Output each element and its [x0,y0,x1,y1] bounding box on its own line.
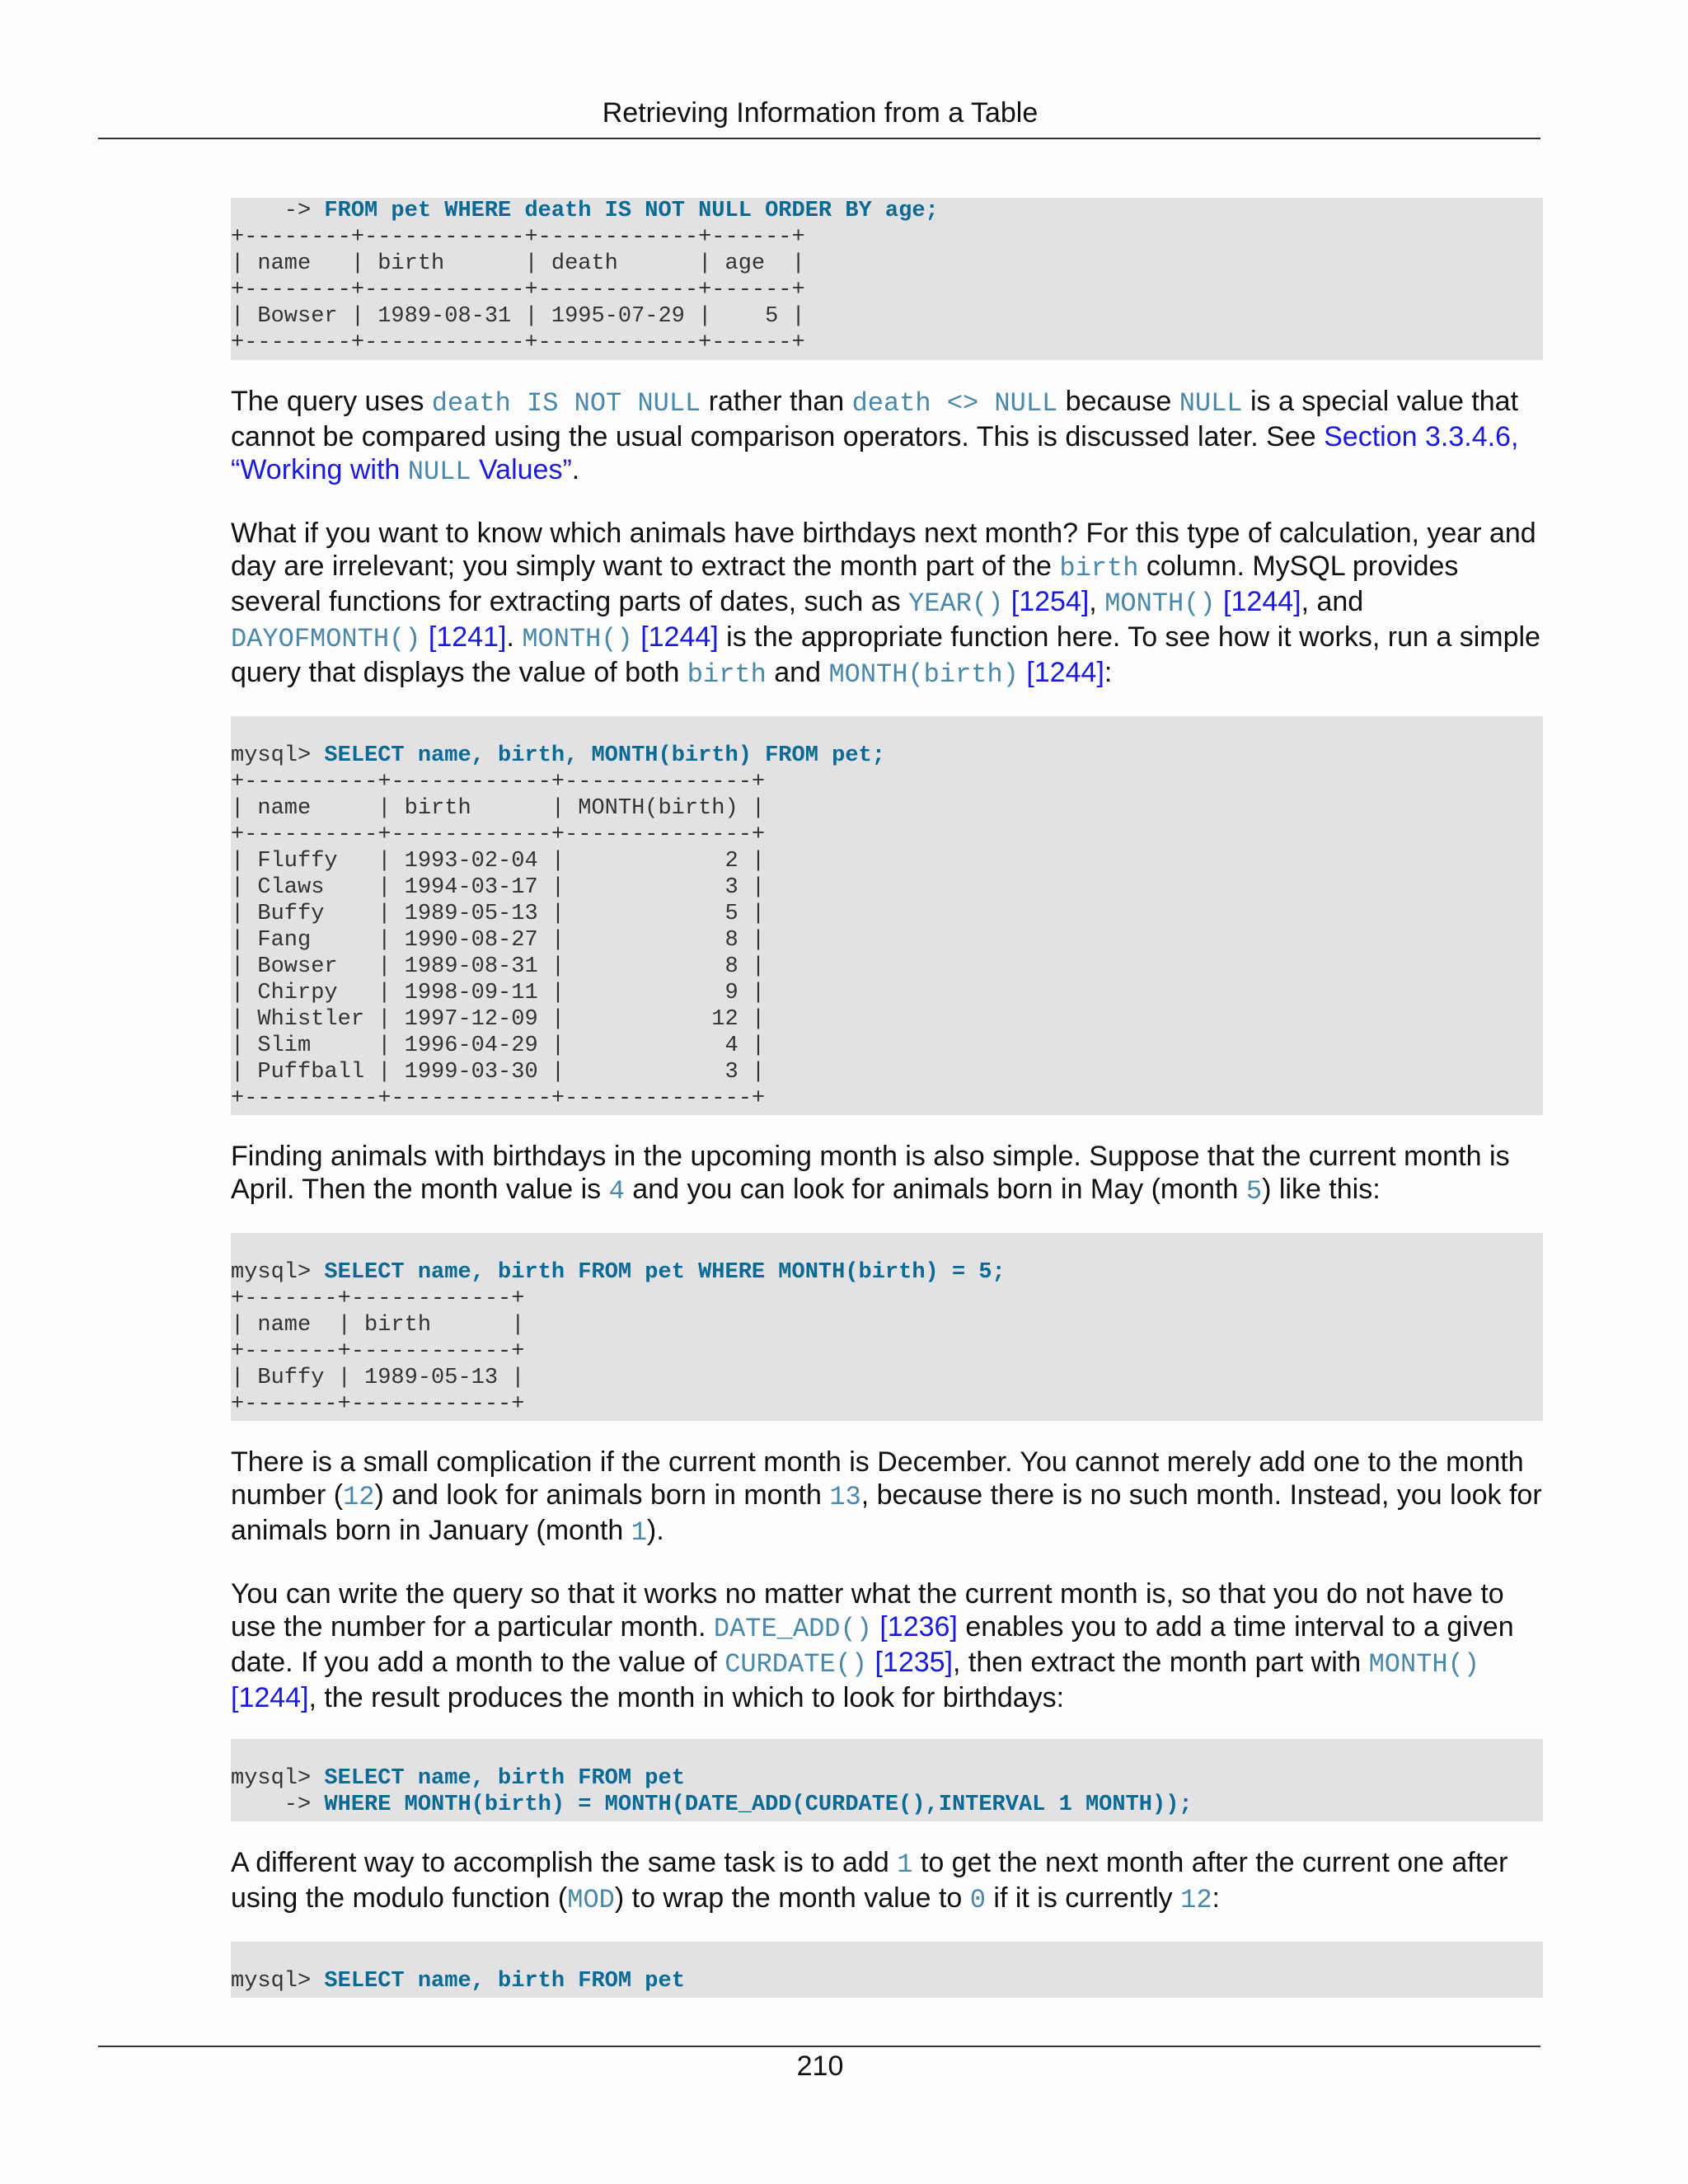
code-line [231,304,805,329]
code-prompt: | Fluffy | 1993-02-04 | 2 | [231,849,766,874]
running-header: Retrieving Information from a Table [602,97,1039,129]
text: rather than [701,386,852,417]
text: enables you to add a time interval to a given date. If you add a month to the value of [231,1611,1514,1678]
code-block-death-query [231,198,1543,360]
text: What if you want to know which animals have birthdays next month? For this type of calculation, year and day are irrelevant; you simply want to extract the month part of the [231,518,1536,582]
inline-code: NULL [1179,388,1243,419]
code-prompt: -> [231,199,325,223]
inline-code: birth [687,659,767,690]
code-line [231,981,765,1005]
code-prompt: | Slim | 1996-04-29 | 4 | [231,1033,766,1058]
text: , because there is no such month. Instead, you look for animals born in January (month [231,1479,1542,1546]
text: and you can look for animals born in May (month [624,1174,1246,1205]
code-prompt: | Puffball | 1999-03-30 | 3 | [231,1060,766,1085]
code-prompt: | Bowser | 1989-08-31 | 8 | [231,954,766,979]
footer-rule [98,2046,1540,2047]
code-line [231,1766,685,1791]
code-line [231,770,765,794]
code-prompt: +----------+------------+--------------+ [231,770,766,794]
page-ref-link[interactable]: [1244] [231,1682,309,1713]
code-line [231,875,765,900]
text: , and [1301,586,1364,617]
code-command: WHERE MONTH(birth) = MONTH(DATE_ADD(CURDATE(),INTERVAL 1 MONTH)); [324,1793,1193,1817]
page-number: 210 [796,2050,844,2082]
paragraph-modulo [231,1846,1543,1917]
code-prompt: +--------+------------+------------+------+ [231,330,805,355]
code-prompt: +-------+------------+ [231,1392,525,1417]
code-line [231,823,765,847]
text: : [1104,657,1113,688]
code-line [231,796,765,821]
code-prompt: | name | birth | [231,1313,525,1338]
text: because [1057,386,1179,417]
code-line [231,1793,1193,1817]
code-prompt: | Whistler | 1997-12-09 | 12 | [231,1007,766,1032]
code-prompt: +----------+------------+--------------+ [231,1086,766,1111]
text: is the appropriate function here. To see how it works, run a simple query that displays the value of both [231,621,1540,688]
text: and [766,657,829,688]
inline-code: 0 [969,1885,986,1915]
text: is a special value that cannot be compared using the usual comparison operators. This is discussed later. See [231,386,1519,452]
code-prompt: mysql> [231,1969,325,1994]
text: , the result produces the month in which to look for birthdays: [308,1682,1065,1713]
code-line [231,1339,524,1364]
inline-code: 1 [897,1849,913,1880]
page-ref-link[interactable]: [1235] [867,1647,953,1678]
paragraph-date-add [231,1577,1543,1714]
inline-code: 13 [829,1482,861,1512]
text: to get the next month after the current one after using the modulo function ( [231,1847,1508,1914]
header-rule [98,138,1540,139]
code-prompt: | Buffy | 1989-05-13 | [231,1366,525,1390]
text: ) to wrap the month value to [614,1882,970,1914]
paragraph-december-complication [231,1446,1543,1549]
text: You can write the query so that it works no matter what the current month is, so that you do not have to use the number for a particular month. [231,1578,1504,1643]
page-ref-link[interactable]: [1244] [1018,657,1104,688]
code-line [231,1007,765,1032]
text: if it is currently [985,1882,1181,1914]
code-prompt: mysql> [231,1260,325,1285]
code-block-may-query [231,1233,1543,1421]
inline-code: CURDATE() [724,1649,868,1680]
code-prompt: +--------+------------+------------+------+ [231,278,805,302]
code-prompt: -> [231,1793,325,1817]
code-prompt: +-------+------------+ [231,1286,525,1311]
inline-code: death <> NULL [851,388,1058,419]
code-line [231,902,765,926]
inline-code: DAYOFMONTH() [231,624,421,654]
code-line [231,1260,1006,1285]
inline-code: death IS NOT NULL [431,388,701,419]
code-prompt: | Chirpy | 1998-09-11 | 9 | [231,981,766,1005]
text: : [1212,1882,1220,1914]
text: The query uses [231,386,432,417]
text: Finding animals with birthdays in the upcoming month is also simple. Suppose that the current month is April. Then the month value is [231,1141,1510,1205]
code-line [231,1366,524,1390]
page-ref-link[interactable]: [1254] [1003,586,1090,617]
code-line [231,1969,685,1994]
code-line [231,251,805,276]
inline-code: MONTH(birth) [828,659,1019,690]
page-content [231,198,1543,1998]
inline-code: 12 [343,1482,375,1512]
text: column. MySQL provides several functions for extracting parts of dates, such as [231,551,1459,617]
inline-code: 5 [1245,1176,1263,1207]
code-prompt: | name | birth | MONTH(birth) | [231,796,766,821]
code-command: SELECT name, birth FROM pet WHERE MONTH(birth) = 5; [324,1260,1006,1285]
inline-code: MONTH() [522,624,633,654]
code-prompt: | name | birth | death | age | [231,251,805,276]
code-line [231,743,885,768]
code-line [231,330,805,355]
text: . [571,454,580,485]
inline-code: MONTH() [1104,588,1216,619]
text: ) like this: [1262,1174,1381,1205]
code-line [231,1286,524,1311]
page-ref-link[interactable]: [1244] [632,621,719,653]
page-ref-link[interactable]: [1241] [420,621,507,653]
code-line [231,954,765,979]
code-prompt: | Claws | 1994-03-17 | 3 | [231,875,766,900]
page-ref-link[interactable]: [1236] [871,1611,958,1643]
inline-code: 1 [631,1517,647,1548]
code-command: FROM pet WHERE death IS NOT NULL ORDER BY age; [324,199,939,223]
code-line [231,1313,524,1338]
inline-code: 4 [608,1176,625,1207]
paragraph-month-functions [231,517,1543,691]
code-line [231,199,939,223]
code-line [231,1392,524,1417]
code-line [231,278,805,302]
inline-code: MONTH() [1368,1649,1480,1680]
code-block-date-add-query [231,1739,1543,1821]
code-prompt: +-------+------------+ [231,1339,525,1364]
code-line [231,928,765,953]
inline-code: DATE_ADD() [713,1614,872,1644]
code-command: SELECT name, birth FROM pet [324,1969,685,1994]
paragraph-null-explanation [231,385,1543,489]
paragraph-upcoming-month [231,1140,1543,1208]
code-prompt: mysql> [231,743,325,768]
text: . [506,621,523,653]
text: There is a small complication if the current month is December. You cannot merely add one to the month number ( [231,1446,1524,1511]
code-prompt: +--------+------------+------------+------+ [231,225,805,250]
code-prompt: | Bowser | 1989-08-31 | 1995-07-29 | 5 | [231,304,805,329]
code-line [231,225,805,250]
code-prompt: | Buffy | 1989-05-13 | 5 | [231,902,766,926]
page-ref-link[interactable]: [1244] [1215,586,1301,617]
code-line [231,849,765,874]
text: ) and look for animals born in month [374,1479,830,1511]
code-line [231,1060,765,1085]
code-block-mod-query [231,1942,1543,1998]
text: , then extract the month part with [953,1647,1369,1678]
code-prompt: +----------+------------+--------------+ [231,823,766,847]
link-working-with-null-values[interactable]: Section 3.3.4.6, “Working with NULL Values” [231,421,1519,487]
inline-code: 12 [1180,1885,1212,1915]
inline-code: YEAR() [908,588,1004,619]
code-command: SELECT name, birth, MONTH(birth) FROM pet; [324,743,885,768]
text: , [1089,586,1105,617]
inline-code: birth [1059,553,1139,583]
code-prompt: mysql> [231,1766,325,1791]
code-line [231,1033,765,1058]
code-block-month-query [231,716,1543,1115]
code-command: SELECT name, birth FROM pet [324,1766,685,1791]
text: ). [646,1515,664,1546]
inline-code: MOD [567,1885,615,1915]
code-prompt: | Fang | 1990-08-27 | 8 | [231,928,766,953]
text: A different way to accomplish the same task is to add [231,1847,898,1878]
code-line [231,1086,765,1111]
